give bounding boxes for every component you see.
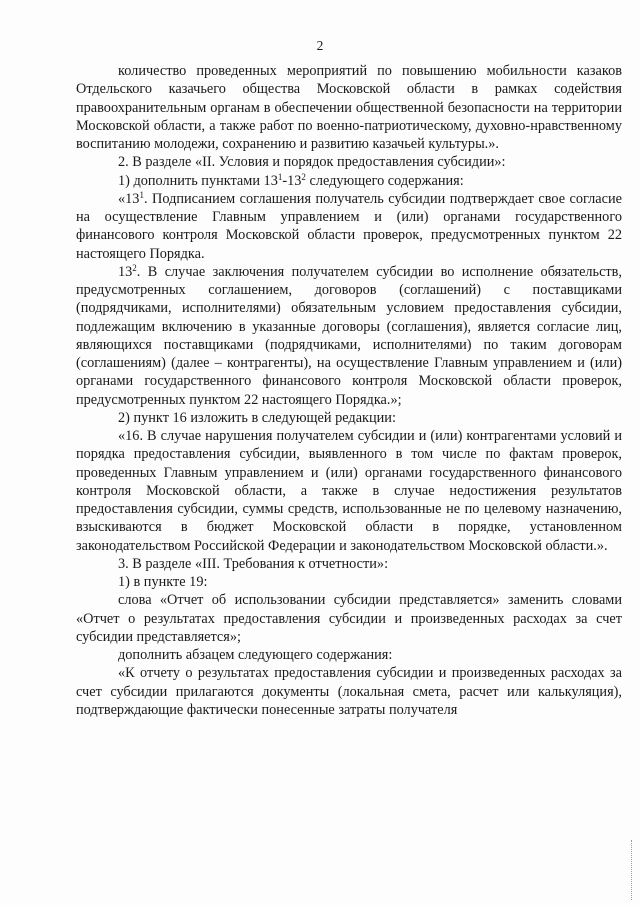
add-items-mid: -13 (282, 172, 302, 189)
item-13-2-text: . В случае заключения получателем субсидии во исполнение обязательств, предусмотренных соглашением, договоров (соглашений) с поставщиками (подрядчиками, исполнителями) обязательным условием предоставления субсидии, подлежащим включению в указанные договоры (соглашения), является согласие лиц, являющихся поставщиками (подрядчиками, исполнителями) по таким договорам (соглашениям) (далее – контрагенты), на осуществление Главным управлением и (или) органами государственного финансового контроля Московской области проверок, предусмотренных пунктом 22 настоящего Порядка.»; (76, 263, 622, 408)
paragraph-section-3: 3. В разделе «III. Требования к отчетности»: (118, 555, 389, 572)
paragraph-list-end: количество проведенных мероприятий по повышению мобильности казаков Отдельского казачьего общества Московской области в рамках содействия правоохранительным органам в обеспечении общественной безопасности на территории Московской области, а также работ по военно-патриотическому, духовно-нравственному воспитанию молодежи, сохранению и развитию казачьей культуры.». (76, 63, 622, 152)
document-body (76, 62, 622, 719)
paragraph-report-docs: «К отчету о результатах предоставления субсидии и произведенных расходах за счет субсидии прилагаются документы (локальная смета, расчет или калькуляция), подтверждающие фактически понесенные затраты получателя (76, 665, 622, 718)
item-13-1-num: «13 (118, 190, 140, 207)
paragraph-section-2: 2. В разделе «II. Условия и порядок предоставления субсидии»: (118, 154, 506, 171)
scan-edge-mark (631, 840, 634, 900)
paragraph-item-13-1 (76, 190, 622, 263)
paragraph-add-abzac: дополнить абзацем следующего содержания: (118, 647, 393, 663)
item-13-2-num: 13 (118, 263, 133, 280)
paragraph-item-16-edit: 2) пункт 16 изложить в следующей редакции: (118, 409, 396, 426)
paragraph-item-16: «16. В случае нарушения получателем субсидии и (или) контрагентами условий и порядка предоставления субсидии, выявленного в том числе по фактам проверок, проведенных Главным управлением и (или) органами государственного финансового контроля Московской области, а также в случае недостижения результатов предоставления субсидии, суммы средств, использованные не по целевому назначению, взыскиваются в бюджет Московской области в порядке, установленном законодательством Российской Федерации и законодательством Московской области.». (76, 428, 622, 554)
paragraph-replace-words: слова «Отчет об использовании субсидии представляется» заменить словами «Отчет о результатах предоставления субсидии и произведенных расходах за счет субсидии представляется»; (76, 592, 622, 645)
item-13-1-text: . Подписанием соглашения получатель субсидии подтверждает свое согласие на осуществление Главным управлением и (или) органами государственного финансового контроля Московской области проверок, предусмотренных пунктом 22 настоящего Порядка. (76, 190, 622, 262)
add-items-text: 1) дополнить пунктами 13 (118, 172, 278, 189)
add-items-sup-1: 1 (277, 171, 283, 182)
item-13-1-sup: 1 (139, 189, 144, 200)
add-items-end: следующего содержания: (305, 172, 464, 189)
paragraph-add-items (76, 172, 622, 190)
page-number: 2 (316, 38, 324, 53)
paragraph-item-19: 1) в пункте 19: (118, 574, 208, 590)
add-items-sup-2: 2 (301, 171, 306, 182)
item-13-2-sup: 2 (132, 262, 137, 273)
paragraph-item-13-2 (76, 263, 622, 409)
